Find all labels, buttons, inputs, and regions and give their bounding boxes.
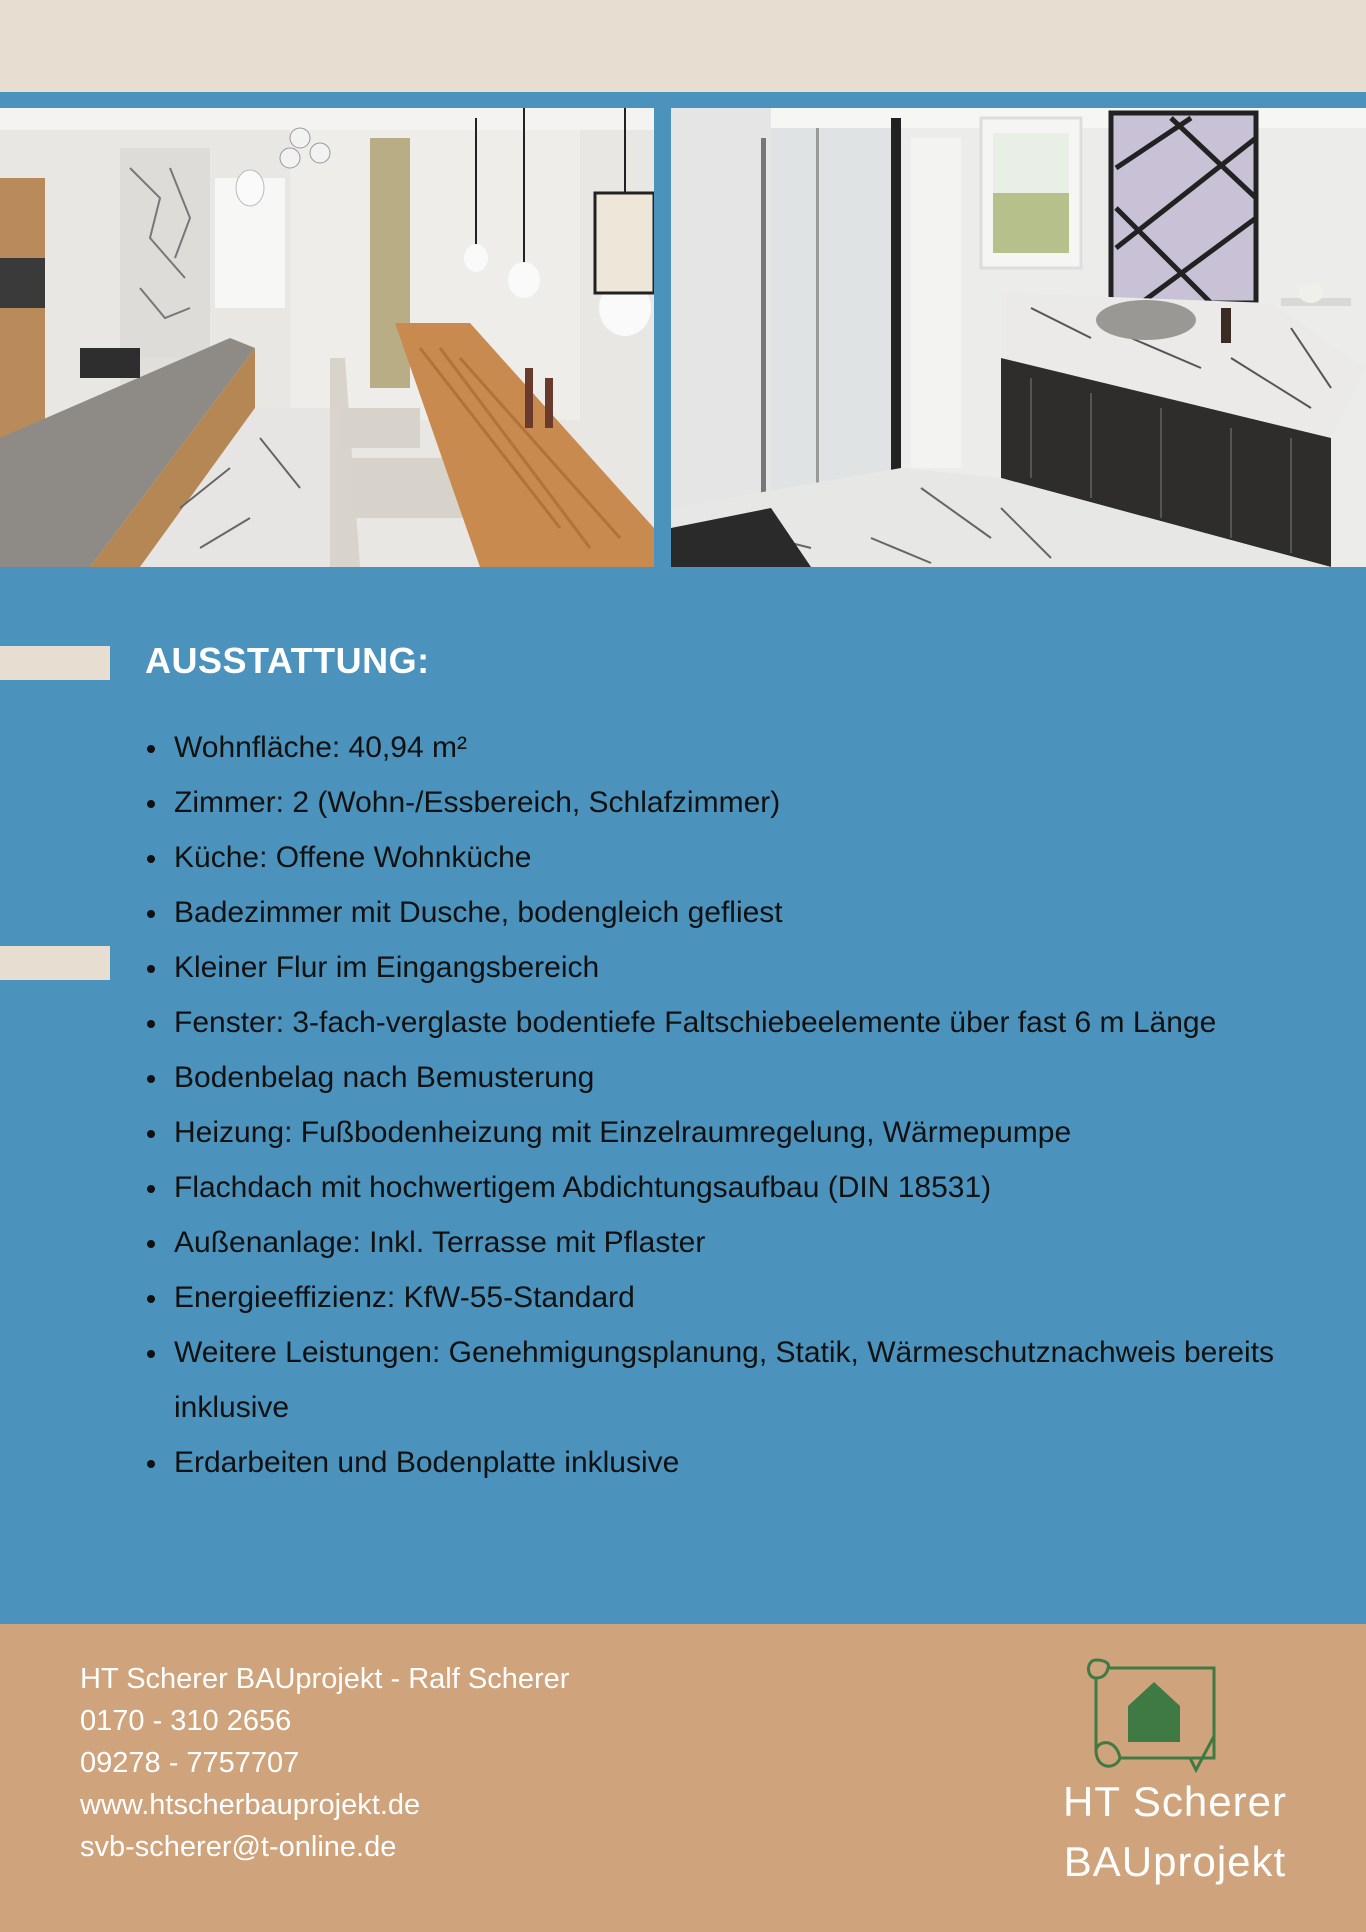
kitchen-dining-photo — [0, 108, 654, 567]
feature-list — [140, 720, 1310, 1490]
feature-item: • Flachdach mit hochwertigem Abdichtungsaufbau (DIN 18531) — [170, 1160, 1310, 1215]
feature-item: • Küche: Offene Wohnküche — [170, 830, 1310, 885]
feature-item: • Energieeffizienz: KfW-55-Standard — [170, 1270, 1310, 1325]
feature-item: • Zimmer: 2 (Wohn-/Essbereich, Schlafzimmer) — [170, 775, 1310, 830]
accent-bar-middle — [0, 946, 110, 980]
bathroom-photo — [671, 108, 1366, 567]
feature-item: • Heizung: Fußbodenheizung mit Einzelraumregelung, Wärmepumpe — [170, 1105, 1310, 1160]
section-title: AUSSTATTUNG: — [145, 640, 430, 681]
footer — [0, 1624, 1366, 1932]
phone-landline: 09278 - 7757707 — [80, 1747, 300, 1779]
company-name: HT Scherer BAUprojekt - Ralf Scherer — [80, 1663, 570, 1695]
logo-line-2: BAUprojekt — [1063, 1838, 1287, 1885]
phone-mobile: 0170 - 310 2656 — [80, 1705, 292, 1737]
logo-text — [1010, 1772, 1340, 1892]
feature-item: • Weitere Leistungen: Genehmigungsplanung, Statik, Wärmeschutznachweis bereits inklusive — [170, 1325, 1310, 1435]
feature-item: • Fenster: 3-fach-verglaste bodentiefe Faltschiebeelemente über fast 6 m Länge — [170, 995, 1310, 1050]
accent-bar-top — [0, 646, 110, 680]
feature-item: • Kleiner Flur im Eingangsbereich — [170, 940, 1310, 995]
feature-item: • Außenanlage: Inkl. Terrasse mit Pflaster — [170, 1215, 1310, 1270]
website-link[interactable]: www.htscherbauprojekt.de — [80, 1789, 421, 1821]
top-band — [0, 0, 1366, 92]
logo-line-1: HT Scherer — [1063, 1778, 1287, 1825]
feature-item: • Bodenbelag nach Bemusterung — [170, 1050, 1310, 1105]
feature-item: • Wohnfläche: 40,94 m² — [170, 720, 1310, 775]
feature-item: • Badezimmer mit Dusche, bodengleich gefliest — [170, 885, 1310, 940]
email-link[interactable]: svb-scherer@t-online.de — [80, 1831, 397, 1863]
contact-block — [80, 1658, 569, 1868]
feature-item: • Erdarbeiten und Bodenplatte inklusive — [170, 1435, 1310, 1490]
house-logo-icon — [1086, 1650, 1222, 1776]
